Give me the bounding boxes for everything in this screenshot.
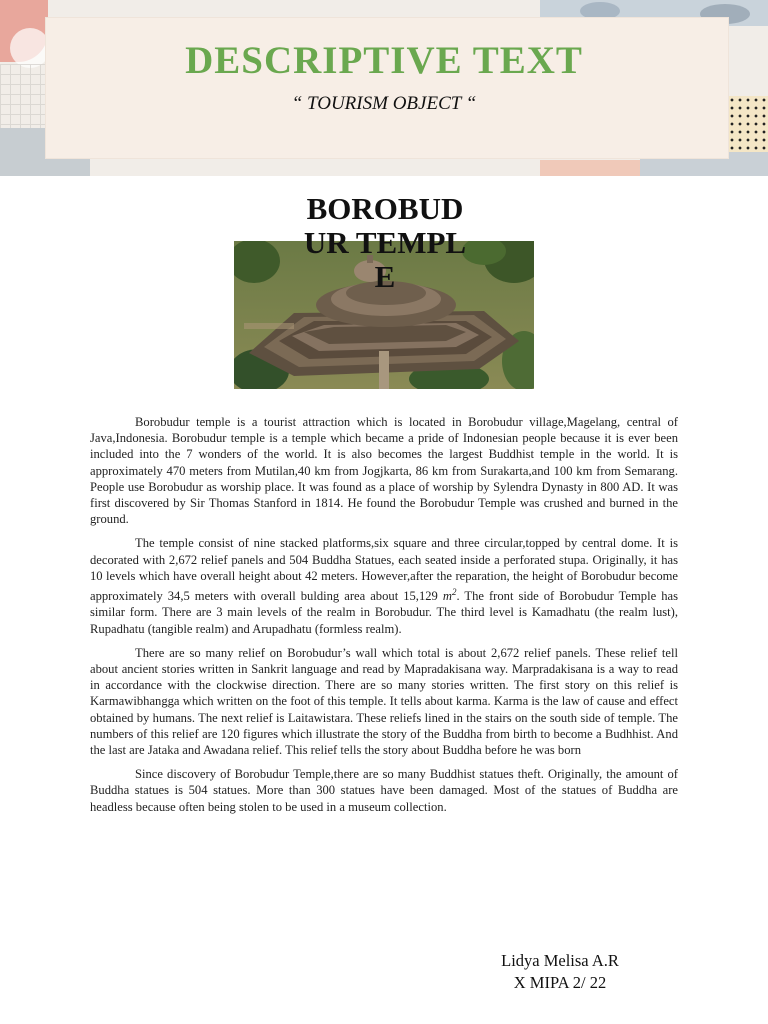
paragraph: Borobudur temple is a tourist attraction which is located in Borobudur village,Magelang, central of Java,Indonesia. Borobudur temple is a temple which became a pride of Indonesian people because it is ever been included into the 7 wonders of the world. It is also becomes the largest Buddhist temple in the world. It is approximately 470 meters from Mutilan,40 km from Jogjkarta, 86 km from Surakarta,and 100 km from Semarang. People use Borobudur as worship place. It was found as a place of worship by Sylendra Dynasty in 800 AD. It was first discovered by Sir Thomas Stanford in 1814. He found the Borobudur Temple was crushed and burned in the ground. xyxy=(90,415,678,527)
paragraph-text: . The front side of Borobudur Temple has similar form. There are 3 main levels of the realm in Borobudur. The third level is Kamadhatu (the realm lust), Rupadhatu (tangible realm) and Arupadhatu (formless realm). xyxy=(90,589,678,636)
page-subtitle: “ TOURISM OBJECT “ xyxy=(291,93,477,114)
header-banner xyxy=(0,0,768,176)
author-name: Lidya Melisa A.R xyxy=(501,951,619,970)
paragraph: There are so many relief on Borobudur’s wall which total is about 2,672 relief panels. These relief tell about ancient stories written in Sankrit language and read by Mapradakisana way. Marpradakisana is a way to read in accordance with the clockwise direction. There are so many stories written. The first story on this relief is Karmawibhangga which written on the foot of this temple. It tells about karma. Karma is the law of cause and effect obtained by humans. The next relief is Laitawistara. These reliefs lined in the stairs on the south side of temple. The numbers of this relief are 120 figures which illustrate the story of the Buddha from birth to become a Budhhist. And the last are Jataka and Awadana relief. This relief tells the story about Buddha before he was born xyxy=(90,645,678,758)
paragraph-text: The temple consist of nine stacked platforms,six square and three circular,topped by central dome. It is decorated with 2,672 relief panels and 504 Buddha Statues, each seated inside a perforated stupa. Originally, it has 10 levels which have overall height about 42 meters. However,after the reparation, the height of Borobudur become approximately 34,5 meters with overall bulding area about 15,129 xyxy=(90,536,678,604)
page-title: DESCRIPTIVE TEXT xyxy=(185,39,583,82)
article-body xyxy=(90,414,678,823)
unit-symbol: m xyxy=(442,589,452,604)
author-block xyxy=(470,950,650,994)
author-class: X MIPA 2/ 22 xyxy=(513,973,607,992)
decorative-shape xyxy=(540,160,640,176)
temple-heading: BOROBUDUR TEMPLE xyxy=(303,191,467,294)
paragraph: Since discovery of Borobudur Temple,there are so many Buddhist statues theft. Originally, the amount of Buddha statues is 504 statues. More than 300 statues have been damaged. Most of the statues of Buddha are headless because often being stolen to be used in a museum collection. xyxy=(90,767,678,814)
unit-exponent: 2 xyxy=(451,587,457,598)
paragraph xyxy=(90,535,678,636)
